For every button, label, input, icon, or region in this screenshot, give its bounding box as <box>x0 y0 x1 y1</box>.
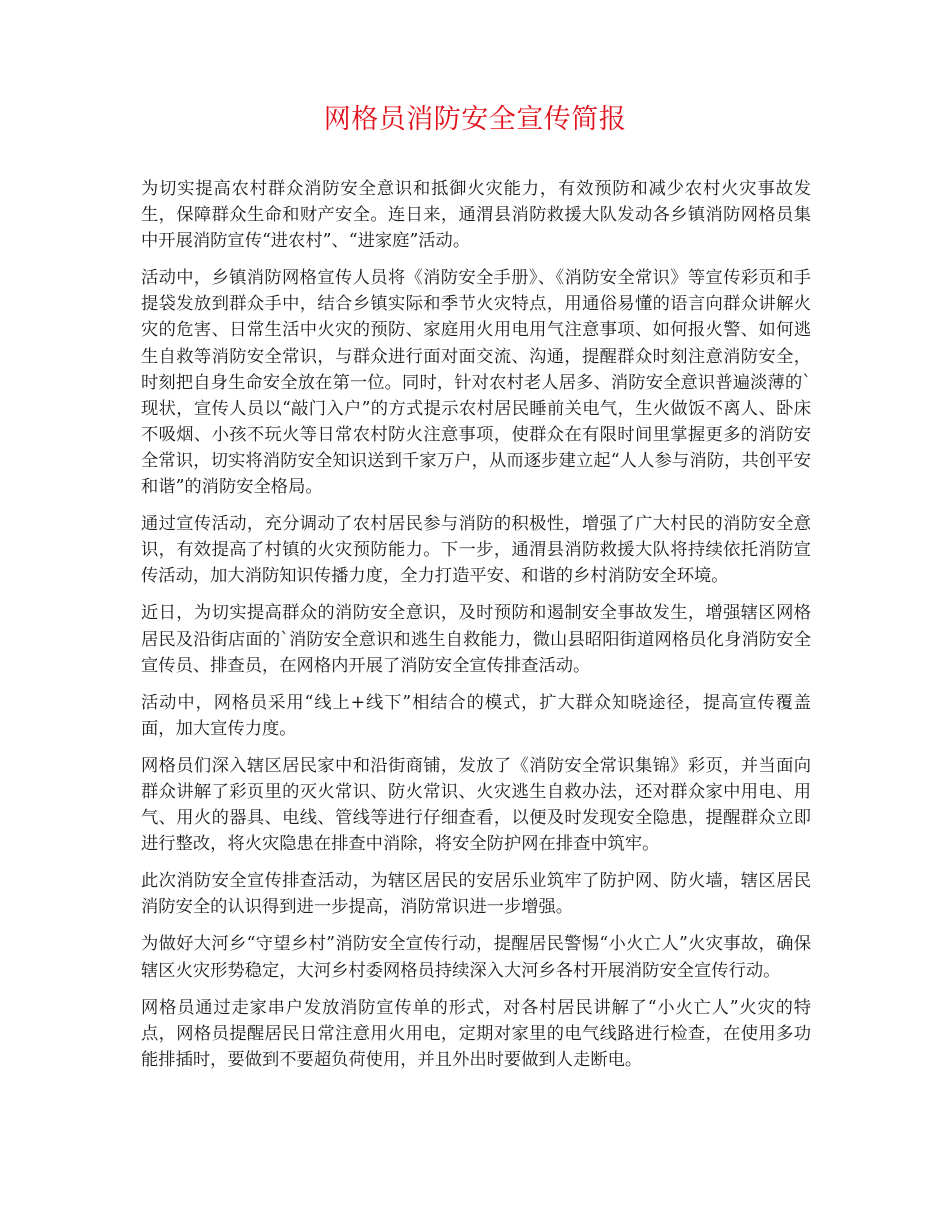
paragraph: 通过宣传活动，充分调动了农村居民参与消防的积极性，增强了广大村民的消防安全意识，有效提高了村镇的火灾预防能力。下一步，通渭县消防救援大队将持续依托消防宣传活动，加大消防知识传播力度，全力打造平安、和谐的乡村消防安全环境。 <box>141 514 811 587</box>
paragraph: 此次消防安全宣传排查活动，为辖区居民的安居乐业筑牢了防护网、防火墙，辖区居民消防安全的认识得到进一步提高，消防常识进一步增强。 <box>141 871 811 918</box>
paragraph: 为切实提高农村群众消防安全意识和抵御火灾能力，有效预防和减少农村火灾事故发生，保障群众生命和财产安全。连日来，通渭县消防救援大队发动各乡镇消防网格员集中开展消防宣传“进农村”、“进家庭”活动。 <box>141 179 811 252</box>
paragraph: 近日，为切实提高群众的消防安全意识，及时预防和遏制安全事故发生，增强辖区网格居民及沿街店面的`消防安全意识和逃生自救能力，微山县昭阳街道网格员化身消防安全宣传员、排查员，在网格内开展了消防安全宣传排查活动。 <box>141 603 811 676</box>
paragraph: 网格员通过走家串户发放消防宣传单的形式，对各村居民讲解了“小火亡人”火灾的特点，网格员提醒居民日常注意用火用电，定期对家里的电气线路进行检查，在使用多功能排插时，要做到不要超负荷使用，并且外出时要做到人走断电。 <box>141 997 811 1070</box>
paragraph: 活动中，网格员采用“线上+线下”相结合的模式，扩大群众知晓途径，提高宣传覆盖面，加大宣传力度。 <box>141 692 811 739</box>
paragraph: 为做好大河乡“守望乡村”消防安全宣传行动，提醒居民警惕“小火亡人”火灾事故，确保辖区火灾形势稳定，大河乡村委网格员持续深入大河乡各村开展消防安全宣传行动。 <box>141 934 811 981</box>
document-body <box>141 176 811 1084</box>
paragraph: 活动中，乡镇消防网格宣传人员将《消防安全手册》、《消防安全常识》等宣传彩页和手提袋发放到群众手中，结合乡镇实际和季节火灾特点，用通俗易懂的语言向群众讲解火灾的危害、日常生活中火灾的预防、家庭用火用电用气注意事项、如何报火警、如何逃生自救等消防安全常识，与群众进行面对面交流、沟通，提醒群众时刻注意消防安全，时刻把自身生命安全放在第一位。同时，针对农村老人居多、消防安全意识普遍淡薄的`现状，宣传人员以“敲门入户”的方式提示农村居民睡前关电气，生火做饭不离人、卧床不吸烟、小孩不玩火等日常农村防火注意事项，使群众在有限时间里掌握更多的消防安全常识，切实将消防安全知识送到千家万户，从而逐步建立起“人人参与消防，共创平安和谐”的消防安全格局。 <box>141 268 811 498</box>
paragraph: 网格员们深入辖区居民家中和沿街商铺，发放了《消防安全常识集锦》彩页，并当面向群众讲解了彩页里的灭火常识、防火常识、火灾逃生自救办法，还对群众家中用电、用气、用火的器具、电线、管线等进行仔细查看，以便及时发现安全隐患，提醒群众立即进行整改，将火灾隐患在排查中消除，将安全防护网在排查中筑牢。 <box>141 755 811 855</box>
document-title: 网格员消防安全宣传简报 <box>323 104 627 135</box>
